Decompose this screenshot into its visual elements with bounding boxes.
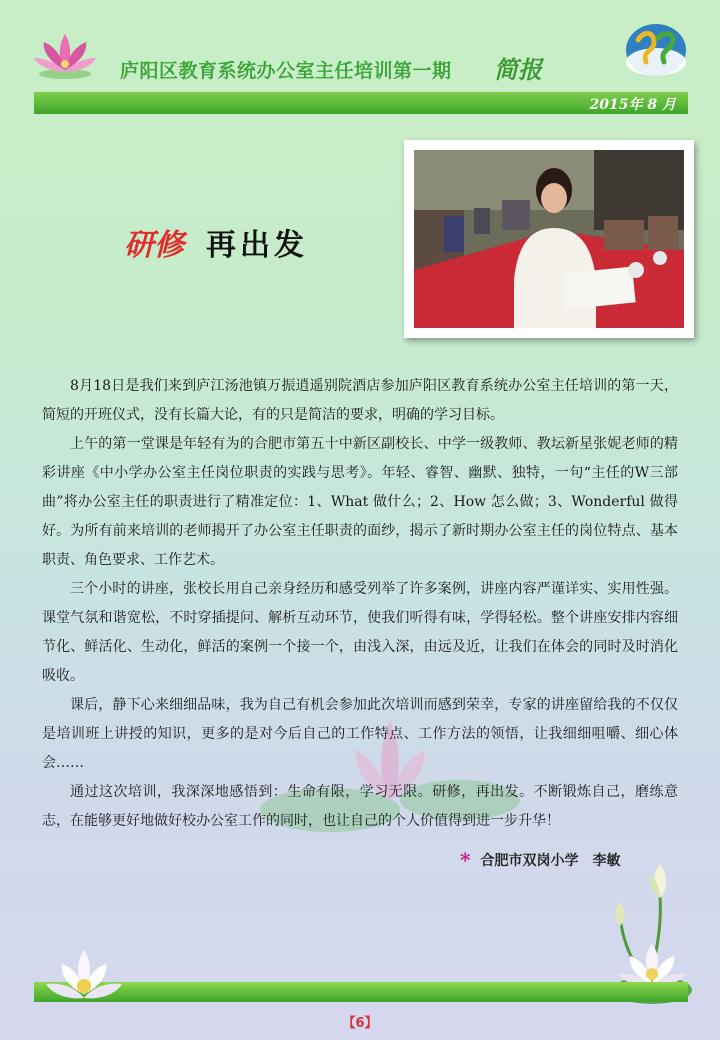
page-number: 【6】 [342,1016,378,1031]
newsletter-brief-label: 简报 [494,55,542,84]
article-headline [124,220,308,264]
article-paragraph: 上午的第一堂课是年轻有为的合肥市第五十中新区副校长、中学一级教师、教坛新星张妮老师的精彩讲座《中小学办公室主任岗位职责的实践与思考》。年轻、睿智、幽默、独特，一句“主任的W三部曲”将办公室主任的职责进行了精准定位：1、What 做什么；2、How 怎么做；3、Wonderful 做得好。为所有前来培训的老师揭开了办公室主任职责的面纱，揭示了新时期办公室主任的岗位特点、基本职责、角色要求、工作艺术。 [42,436,678,568]
author-name: 李敏 [592,853,621,869]
lotus-flower-icon [30,26,100,82]
newsletter-title: 庐阳区教育系统办公室主任培训第一期 [120,60,452,82]
article-paragraph: 通过这次培训，我深深地感悟到：生命有限，学习无限。研修，再出发。不断锻炼自己，磨练意志，在能够更好地做好校办公室工作的同时，也让自己的个人价值得到进一步升华！ [42,784,678,829]
article-body [42,372,678,836]
headline-part1: 研修 [124,228,184,263]
headline-part2: 再出发 [206,228,308,263]
training-photo-frame [404,140,694,338]
author-signature [460,848,620,872]
issue-date: 2015年 8 月 [589,97,676,113]
training-session-photo [414,150,684,328]
white-lotus-small-icon [44,944,124,1006]
asterisk-icon: * [460,848,471,872]
article-paragraph: 8月18日是我们来到庐江汤池镇万振逍遥别院酒店参加庐阳区教育系统办公室主任培训的第一天，简短的开班仪式，没有长篇大论，有的只是简洁的要求，明确的学习目标。 [42,378,678,423]
article-paragraph: 课后，静下心来细细品味，我为自己有机会参加此次培训而感到荣幸，专家的讲座留给我的不仅仅是培训班上讲授的知识，更多的是对今后自己的工作特点、工作方法的领悟，让我细细咀嚼、细心体会…… [42,697,678,771]
footer-bar [34,982,688,1002]
education-logo-icon [624,22,688,78]
author-school: 合肥市双岗小学 [480,853,579,869]
article-paragraph: 三个小时的讲座，张校长用自己亲身经历和感受列举了许多案例，讲座内容严谨详实、实用性强。课堂气氛和谐宽松，不时穿插提问、解析互动环节，使我们听得有味，学得轻松。整个讲座安排内容细节化、鲜活化、生动化，鲜活的案例一个接一个，由浅入深，由远及近，让我们在体会的同时及时消化吸收。 [42,581,678,684]
